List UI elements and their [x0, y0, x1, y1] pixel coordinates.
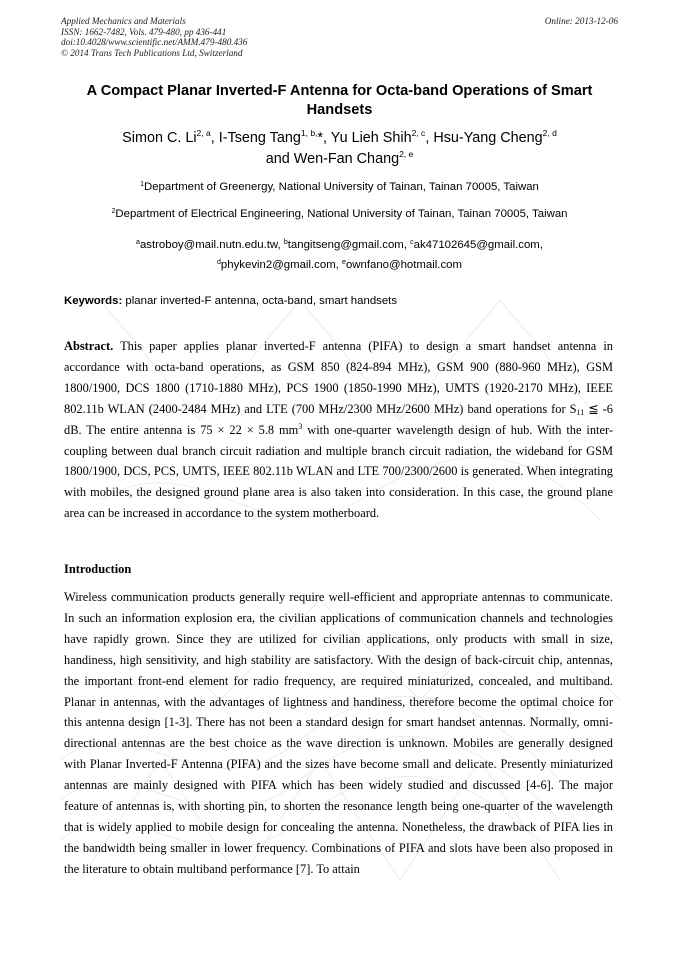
- email-mark: c: [410, 239, 414, 246]
- paper-title: A Compact Planar Inverted-F Antenna for Octa-band Operations of Smart Handsets: [86, 83, 593, 118]
- abstract-label: Abstract.: [64, 339, 114, 353]
- author-list: Simon C. Li$^{2, a}$, I-Tseng Tang$^{1, b,}$*, Yu Lieh Shih$^{2, c}$, Hsu-Yang Cheng$^{2, d}$ and Wen-Fan Chang$^{2, e}$: [122, 128, 557, 167]
- email-link[interactable]: ownfano@hotmail.com: [345, 259, 462, 271]
- issn-line: ISSN: 1662-7482, Vols. 479-480, pp 436-441: [61, 26, 227, 37]
- email-mark: e: [342, 259, 346, 266]
- author-name: Simon C. Li: [122, 130, 197, 146]
- author-name: Yu Lieh Shih: [330, 130, 412, 146]
- keywords: [64, 294, 619, 308]
- superscript: 3: [298, 421, 303, 431]
- corresponding-author-mark: *: [317, 130, 324, 146]
- email-link[interactable]: tangitseng@gmail.com,: [287, 239, 407, 251]
- online-date: Online: 2013-12-06: [544, 16, 618, 26]
- abstract-text: This paper applies planar inverted-F antenna (PIFA) to design a smart handset antenna in accordance with octa-band operations, as GSM 850 (824-894 MHz), GSM 900 (880-960 MHz), GSM 1800/1900, DCS 1800 (1710-1880 MHz), PCS 1900 (1850-1990 MHz), UMTS (1920-2170 MHz), IEEE 802.11b WLAN (2400-2484 MHz) and LTE (700 MHz/2300 MHz/2600 MHz) band operations for S: [64, 339, 614, 416]
- subscript: 11: [576, 407, 585, 417]
- abstract-text: ≦ -6 dB. The entire antenna is 75 × 22 × 5.8 mm: [64, 401, 613, 437]
- author-affiliation-mark: 2, c: [411, 128, 426, 138]
- affiliation-mark: 1: [140, 181, 144, 188]
- email-mark: d: [217, 259, 221, 266]
- doi-line: doi:10.4028/www.scientific.net/AMM.479-480.436: [61, 37, 248, 48]
- author-affiliation-mark: 2, d: [542, 128, 557, 138]
- affiliation-mark: 2: [111, 208, 116, 215]
- journal-header: [61, 16, 618, 58]
- author-affiliation-mark: 2, e: [399, 148, 414, 159]
- author-affiliation-mark: 2, a: [196, 128, 211, 138]
- affiliation-2: [61, 207, 618, 221]
- keywords-text: planar inverted-F antenna, octa-band, smart handsets: [125, 295, 398, 307]
- abstract: [64, 336, 613, 524]
- author-conjunction: and: [265, 150, 290, 167]
- copyright-line: © 2014 Trans Tech Publications Ltd, Switzerland: [61, 47, 243, 58]
- affiliation-1: [61, 180, 618, 194]
- journal-name: Applied Mechanics and Materials: [61, 16, 186, 26]
- introduction-text: Wireless communication products generally require well-efficient and appropriate antennas to communicate. In such an information explosion era, the civilian applications of communication channels and technologies have rapidly grown. Since they are utilized for civilian applications, only products with small in size, handiness, high sensitivity, and high stability are satisfactory. With the design of back-circuit chip, antennas, the important front-end element for radio frequency, are required miniaturized, concealed, and multiband. Planar in antennas, with the advantages of lightness and handiness, therefore become the optimal choice for this antenna design [1-3]. There has not been a standard design for smart handset antennas. Normally, omni-directional antennas are the best choice as the wave direction is unknown. Mobiles are generally designed with Planar Inverted-F Antenna (PIFA) and the sizes have become small and delicate. Presently miniaturized antennas are mainly designed with PIFA which has been widely studied and discussed [4-6]. The major feature of antennas is, with shorting pin, to shorten the resonance length being one-quarter of the wavelength that is widely applied to mobile design for concealing the antenna. Nonetheless, the drawback of PIFA lies in the bandwidth being smaller in lower frequency. Combinations of PIFA and slots have been also proposed in the literature to obtain multiband performance [7]. To attain: [64, 590, 613, 876]
- email-link[interactable]: phykevin2@gmail.com,: [220, 259, 339, 271]
- author-affiliation-mark: 1, b,: [300, 128, 318, 138]
- email-link[interactable]: ak47102645@gmail.com,: [413, 239, 543, 251]
- abstract-text: with one-quarter wavelength design of hub. With the inter-coupling between dual branch circuit radiation and multiple branch circuit radiation, the wideband for GSM 1800/1900, DCS, PCS, UMTS, IEEE 802.11b WLAN and LTE 700/2300/2600 is generated. When integrating with mobiles, the designed ground plane area is also taken into consideration. In this case, the ground plane area can be increased in accordance to the system motherboard.: [64, 422, 613, 521]
- author-name: Hsu-Yang Cheng: [433, 130, 543, 146]
- author-name: I-Tseng Tang: [218, 130, 301, 146]
- affiliation-text: Department of Electrical Engineering, National University of Tainan, Tainan 70005, Taiwan: [115, 208, 568, 220]
- email-mark: b: [283, 239, 288, 246]
- section-heading-introduction: Introduction: [64, 562, 132, 576]
- email-link[interactable]: astroboy@mail.nutn.edu.tw,: [139, 239, 281, 251]
- author-name: Wen-Fan Chang: [293, 150, 400, 167]
- affiliation-text: Department of Greenergy, National University of Tainan, Tainan 70005, Taiwan: [144, 181, 539, 193]
- email-mark: a: [136, 239, 140, 246]
- keywords-label: Keywords:: [64, 295, 123, 307]
- author-emails: [61, 235, 618, 275]
